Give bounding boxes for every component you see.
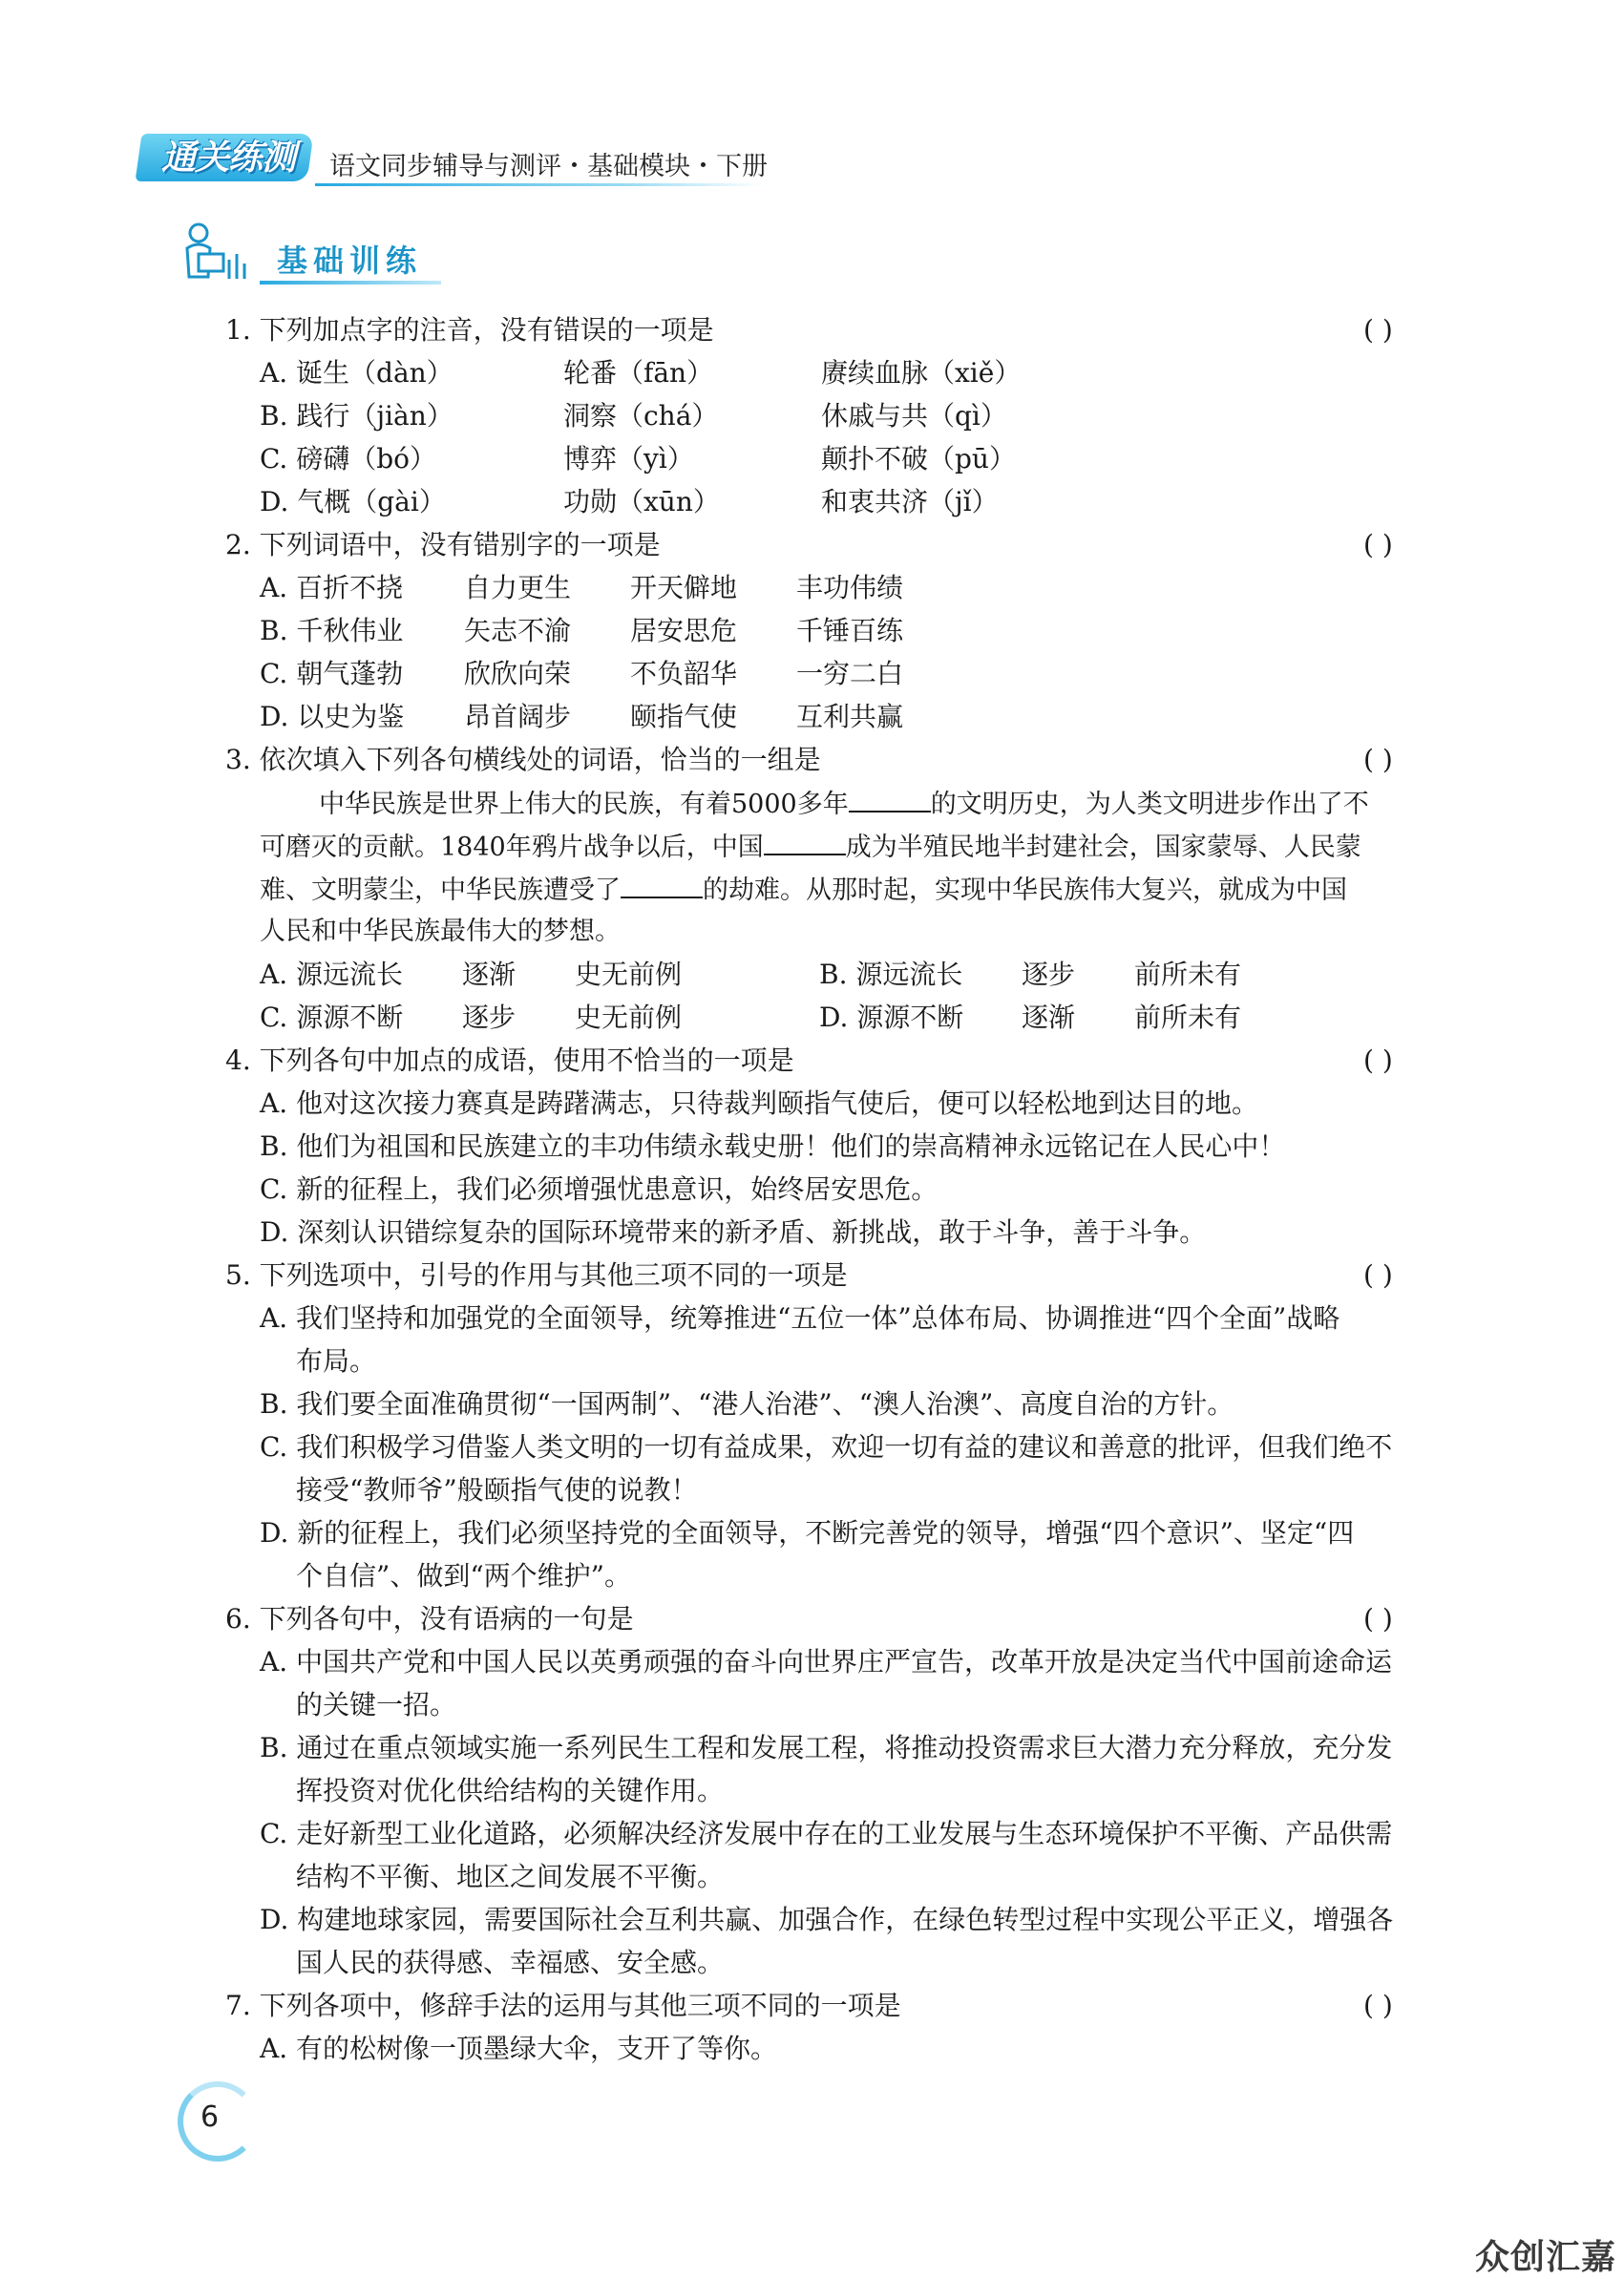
q1-option-d-3: 和衷共济（jǐ） <box>821 486 999 517</box>
q3-blank-1 <box>849 786 931 812</box>
q4-option-b: B. 他们为祖国和民族建立的丰功伟绩永载史册！他们的崇高精神永远铭记在人民心中！ <box>260 1130 1286 1162</box>
q3-option-c: C. 源源不断 <box>260 1002 404 1033</box>
header-badge: 通关练测 <box>160 138 295 178</box>
q3-passage-line-2: 可磨灭的贡献。1840年鸦片战争以后，中国 成为半殖民地半封建社会，国家蒙辱、人民蒙 <box>260 829 1361 865</box>
q1-stem: 1. 下列加点字的注音，没有错误的一项是 <box>225 314 714 346</box>
header-rule <box>315 183 764 186</box>
q3-stem: 3. 依次填入下列各句横线处的词语，恰当的一组是 <box>225 744 821 775</box>
q3-passage-line-4: 人民和中华民族最伟大的梦想。 <box>260 917 621 946</box>
q3-option-d: D. 源源不断 <box>819 1002 964 1033</box>
q3-option-d-2: 逐渐 <box>1022 1002 1076 1033</box>
section-title: 基础训练 <box>277 243 423 279</box>
q3-option-a: A. 源远流长 <box>260 959 404 990</box>
q1-option-b-2: 洞察（chá） <box>563 400 719 432</box>
q3-blank-2 <box>764 829 846 855</box>
section-rule <box>260 281 441 285</box>
q3-option-b-3: 前所未有 <box>1134 959 1242 990</box>
watermark: 众创汇嘉 <box>1475 2238 1617 2277</box>
book-title: 语文同步辅导与测评・基础模块・下册 <box>329 152 768 181</box>
q1-option-b-3: 休戚与共（qì） <box>821 400 1007 432</box>
q5-option-d-cont: 个自信”、做到“两个维护”。 <box>296 1560 631 1592</box>
q6-option-b-cont: 挥投资对优化供给结构的关键作用。 <box>296 1775 725 1806</box>
q2-option-d-3: 颐指气使 <box>630 701 738 732</box>
q1-option-c-3: 颠扑不破（pū） <box>821 443 1016 475</box>
q2-option-c: C. 朝气蓬勃 <box>260 658 404 689</box>
q5-option-d: D. 新的征程上，我们必须坚持党的全面领导，不断完善党的领导，增强“四个意识”、坚定“四 <box>260 1517 1355 1549</box>
q5-answer-paren: ( ) <box>1363 1259 1393 1291</box>
q3-answer-paren: ( ) <box>1363 744 1393 775</box>
q3-option-b-2: 逐步 <box>1022 959 1076 990</box>
q2-option-c-3: 不负韶华 <box>630 658 738 689</box>
q6-option-a: A. 中国共产党和中国人民以英勇顽强的奋斗向世界庄严宣告，改革开放是决定当代中国前途命运 <box>260 1646 1393 1678</box>
q5-option-a: A. 我们坚持和加强党的全面领导，统筹推进“五位一体”总体布局、协调推进“四个全面”战略 <box>260 1302 1340 1334</box>
q2-option-d-2: 昂首阔步 <box>464 701 572 732</box>
q7-option-a: A. 有的松树像一顶墨绿大伞，支开了等你。 <box>260 2033 778 2064</box>
q3-passage-line-3: 难、文明蒙尘，中华民族遭受了 的劫难。从那时起，实现中华民族伟大复兴，就成为中国 <box>260 872 1347 908</box>
q6-option-d: D. 构建地球家园，需要国际社会互利共赢、加强合作，在绿色转型过程中实现公平正义，增强各 <box>260 1904 1394 1935</box>
q3-option-b: B. 源远流长 <box>819 959 963 990</box>
q7-stem: 7. 下列各项中，修辞手法的运用与其他三项不同的一项是 <box>225 1990 901 2021</box>
q6-option-a-cont: 的关键一招。 <box>296 1689 457 1720</box>
q3-option-a-2: 逐渐 <box>462 959 517 990</box>
q2-option-a-2: 自力更生 <box>464 572 572 603</box>
q1-option-c: C. 磅礴（bó） <box>260 443 437 475</box>
q4-option-c: C. 新的征程上，我们必须增强忧患意识，始终居安思危。 <box>260 1173 939 1205</box>
q2-option-c-2: 欣欣向荣 <box>464 658 572 689</box>
q4-stem: 4. 下列各句中加点的成语，使用不恰当的一项是 <box>225 1045 794 1076</box>
q2-option-b: B. 千秋伟业 <box>260 615 404 646</box>
q1-option-a-3: 赓续血脉（xiě） <box>821 357 1022 389</box>
q2-option-b-3: 居安思危 <box>630 615 738 646</box>
q6-answer-paren: ( ) <box>1363 1603 1393 1635</box>
q2-option-d-4: 互利共赢 <box>796 701 904 732</box>
q6-option-d-cont: 国人民的获得感、幸福感、安全感。 <box>296 1947 725 1978</box>
q3-option-d-3: 前所未有 <box>1134 1002 1242 1033</box>
q3-option-c-2: 逐步 <box>462 1002 517 1033</box>
q4-answer-paren: ( ) <box>1363 1045 1393 1076</box>
q5-stem: 5. 下列选项中，引号的作用与其他三项不同的一项是 <box>225 1259 848 1291</box>
q2-option-b-2: 矢志不渝 <box>464 615 572 646</box>
q1-option-a: A. 诞生（dàn） <box>260 357 453 389</box>
q6-option-b: B. 通过在重点领域实施一系列民生工程和发展工程，将推动投资需求巨大潜力充分释放，充分发 <box>260 1732 1393 1763</box>
q5-option-c: C. 我们积极学习借鉴人类文明的一切有益成果，欢迎一切有益的建议和善意的批评，但我们绝不 <box>260 1431 1393 1463</box>
q4-option-d: D. 深刻认识错综复杂的国际环境带来的新矛盾、新挑战，敢于斗争，善于斗争。 <box>260 1216 1207 1248</box>
q2-option-a: A. 百折不挠 <box>260 572 404 603</box>
q6-stem: 6. 下列各句中，没有语病的一句是 <box>225 1603 634 1635</box>
q4-option-a: A. 他对这次接力赛真是踌躇满志，只待裁判颐指气使后，便可以轻松地到达目的地。 <box>260 1087 1259 1119</box>
q1-answer-paren: ( ) <box>1363 314 1393 346</box>
q1-option-d-2: 功勋（xūn） <box>563 486 720 517</box>
q5-option-b: B. 我们要全面准确贯彻“一国两制”、“港人治港”、“澳人治澳”、高度自治的方针。 <box>260 1388 1234 1420</box>
q6-option-c-cont: 结构不平衡、地区之间发展不平衡。 <box>296 1861 725 1892</box>
q1-option-d: D. 气概（gài） <box>260 486 446 517</box>
q1-option-b: B. 践行（jiàn） <box>260 400 453 432</box>
q2-stem: 2. 下列词语中，没有错别字的一项是 <box>225 529 661 560</box>
q2-option-a-4: 丰功伟绩 <box>796 572 904 603</box>
q1-option-a-2: 轮番（fān） <box>563 357 714 389</box>
q2-option-c-4: 一穷二白 <box>796 658 904 689</box>
q2-option-a-3: 开天僻地 <box>630 572 738 603</box>
q7-answer-paren: ( ) <box>1363 1990 1393 2021</box>
student-reading-icon <box>170 222 262 288</box>
q2-option-b-4: 千锤百练 <box>796 615 904 646</box>
q6-option-c: C. 走好新型工业化道路，必须解决经济发展中存在的工业发展与生态环境保护不平衡、产品供需 <box>260 1818 1393 1849</box>
q3-blank-3 <box>621 872 703 898</box>
q2-answer-paren: ( ) <box>1363 529 1393 560</box>
q2-option-d: D. 以史为鉴 <box>260 701 405 732</box>
q3-option-a-3: 史无前例 <box>575 959 683 990</box>
page-number: 6 <box>200 2100 220 2134</box>
q3-option-c-3: 史无前例 <box>575 1002 683 1033</box>
q5-option-a-cont: 布局。 <box>296 1345 377 1377</box>
q3-passage-line-1: 中华民族是世界上伟大的民族，有着5000多年 的文明历史，为人类文明进步作出了不 <box>319 786 1369 822</box>
q5-option-c-cont: 接受“教师爷”般颐指气使的说教！ <box>296 1474 698 1506</box>
q1-option-c-2: 博弈（yì） <box>563 443 694 475</box>
